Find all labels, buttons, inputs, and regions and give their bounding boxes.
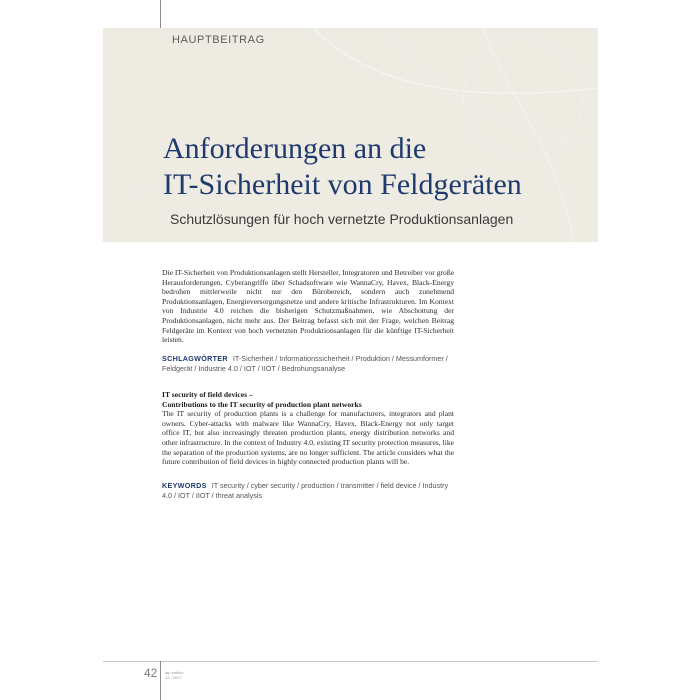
abstract-german: Die IT-Sicherheit von Produktionsanlagen stellt Hersteller, Integratoren und Betreiber vor große Herausforderungen. Cyberangriffe über Schadsoftware wie WannaCry, Havex, Black-Energy bedrohen mittlerweile nicht nur den Bürobereich, sondern auch zunehmend Produktionsanlagen, Energieversorgungsnetze und andere kritische Infrastrukturen. Im Kontext von Industrie 4.0 reichen die bisherigen Schutzmaßnahmen, wie Abschottung der Produktionsanlagen, nicht mehr aus. Der Beitrag befasst sich mit der Frage, welchen Beitrag Feldgeräte im Kontext von hoch vernetzten Produktionsanlagen für die künftige IT-Sicherheit leisten. — [162, 268, 454, 345]
page-number: 42 — [144, 666, 158, 680]
english-title-line1: IT security of field devices – — [162, 390, 253, 399]
footer-meta-line2: 12 / 2017 — [165, 675, 182, 680]
article-subtitle: Schutzlösungen für hoch vernetzte Produktionsanlagen — [170, 211, 514, 227]
keywords-english — [162, 481, 454, 500]
article-title-line2: IT-Sicherheit von Feldgeräten — [163, 168, 522, 201]
english-title-line2: Contributions to the IT security of production plant networks — [162, 399, 362, 409]
footer-divider — [160, 661, 161, 700]
keywords-german-list: IT-Sicherheit / Informationssicherheit / Produktion / Messumformer / Feldgerät / Industrie 4.0 / IOT / IIOT / Bedrohungsanalyse — [162, 354, 448, 373]
footer-meta — [165, 670, 183, 680]
footer-meta-line1: atp edition — [165, 670, 184, 675]
abstract-english: The IT security of production plants is a challenge for manufacturers, integrators and plant owners. Cyber-attacks with malware like WannaCry, Havex, Black-Energy not only target office IT, but also increasingly threaten production plants, energy distribution networks and other infrastructure. In the context of Industry 4.0, existing IT security protection measures, like the separation of the production systems, are no longer sufficient. The article considers what the future contribution of field devices in highly connected production plants will be. — [162, 409, 454, 467]
keywords-english-label: KEYWORDS — [162, 481, 207, 490]
keywords-german-label: SCHLAGWÖRTER — [162, 354, 228, 363]
english-abstract-block — [162, 390, 454, 467]
article-title — [163, 131, 583, 203]
article-title-line1: Anforderungen an die — [163, 132, 427, 165]
footer-rule — [103, 661, 598, 662]
section-label: HAUPTBEITRAG — [172, 34, 265, 46]
keywords-german — [162, 354, 454, 373]
keywords-english-list: IT security / cyber security / production / transmitter / field device / Industry 4.0 / IOT / IIOT / threat analysis — [162, 481, 449, 500]
